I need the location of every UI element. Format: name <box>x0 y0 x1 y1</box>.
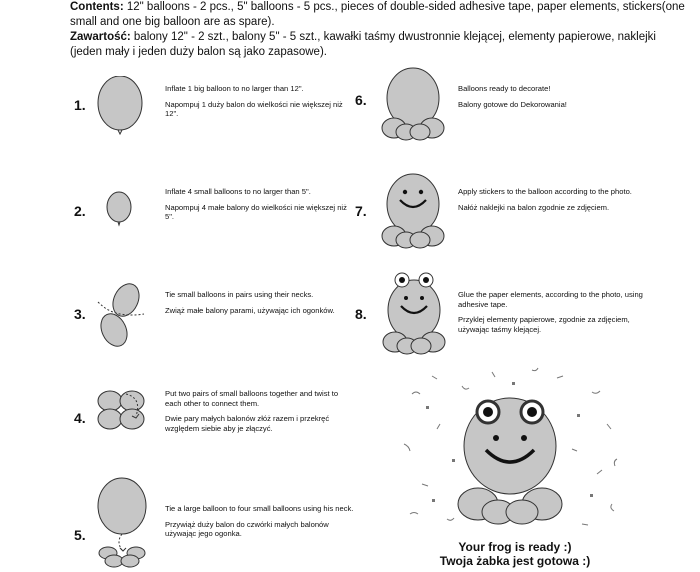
step-7-text <box>458 187 648 218</box>
step-6-en: Balloons ready to decorate! <box>458 84 551 93</box>
step-2-text <box>165 187 355 228</box>
step-2-number: 2. <box>74 203 86 219</box>
step-1-pl: Napompuj 1 duży balon do wielkości nie większej niż 12". <box>165 99 343 118</box>
step-5-number: 5. <box>74 527 86 543</box>
contents-block <box>70 0 690 60</box>
zawartosc-text: balony 12" - 2 szt., balony 5" - 5 szt., kawałki taśmy dwustronnie klejącej, elementy papierowe, naklejki (jeden mały i jeden duży balon są jako zapasowe). <box>70 31 656 58</box>
step-6-text <box>458 84 648 115</box>
final-message <box>400 540 630 568</box>
step-8-number: 8. <box>355 306 367 322</box>
step-1-big-balloon-illustration <box>92 76 152 140</box>
step-6-pl: Balony gotowe do Dekorowania! <box>458 99 567 109</box>
step-3-number: 3. <box>74 306 86 322</box>
step-7-number: 7. <box>355 203 367 219</box>
step-3-tied-pair-illustration <box>90 280 150 350</box>
step-1-number: 1. <box>74 97 86 113</box>
step-2-small-balloon-illustration <box>103 190 137 230</box>
step-5-assembly-illustration <box>92 476 156 568</box>
contents-text: 12" balloons - 2 pcs., 5" balloons - 5 pcs., pieces of double-sided adhesive tape, paper elements, stickers(one small and one big balloon are as spare). <box>70 1 685 28</box>
step-2-pl: Napompuj 4 małe balony do wielkości nie większej niż 5". <box>165 202 347 221</box>
step-8-text <box>458 290 648 340</box>
step-7-pl: Nałóż naklejki na balon zgodnie ze zdjęciem. <box>458 202 610 212</box>
step-5-text <box>165 504 355 545</box>
step-3-en: Tie small balloons in pairs using their necks. <box>165 290 314 299</box>
step-4-two-pairs-illustration <box>92 386 154 436</box>
step-2-en: Inflate 4 small balloons to no larger than 5". <box>165 187 311 196</box>
step-1-text <box>165 84 355 125</box>
step-3-pl: Zwiąż małe balony parami, używając ich ogonków. <box>165 305 335 315</box>
step-4-number: 4. <box>74 410 86 426</box>
step-5-pl: Przywiąż duży balon do czwórki małych balonów używając jego ogonka. <box>165 519 329 538</box>
final-message-pl: Twoja żabka jest gotowa :) <box>439 554 591 568</box>
step-3-text <box>165 290 355 321</box>
step-4-en: Put two pairs of small balloons together and twist to each other to connect them. <box>165 389 339 408</box>
step-7-sticker-face-illustration <box>378 170 448 250</box>
finished-frog-illustration <box>392 364 632 540</box>
step-7-en: Apply stickers to the balloon according to the photo. <box>458 187 632 196</box>
contents-pl <box>70 30 690 60</box>
zawartosc-label: Zawartość: <box>70 31 131 43</box>
step-6-ready-balloons-illustration <box>378 66 448 142</box>
step-6-number: 6. <box>355 92 367 108</box>
step-4-pl: Dwie pary małych balonów złóż razem i przekręć względem siebie aby je złączyć. <box>165 414 330 433</box>
contents-label: Contents: <box>70 1 124 13</box>
step-8-en: Glue the paper elements, according to the photo, using adhesive tape. <box>458 290 643 309</box>
final-message-en: Your frog is ready :) <box>458 540 572 554</box>
contents-en <box>70 0 690 30</box>
step-1-en: Inflate 1 big balloon to no larger than 12". <box>165 84 304 93</box>
step-8-pl: Przyklej elementy papierowe, zgodnie za zdjęciem, używając taśmy klejącej. <box>458 315 630 334</box>
step-5-en: Tie a large balloon to four small balloons using his neck. <box>165 504 354 513</box>
step-8-paper-eyes-illustration <box>378 268 450 356</box>
step-4-text <box>165 389 355 439</box>
